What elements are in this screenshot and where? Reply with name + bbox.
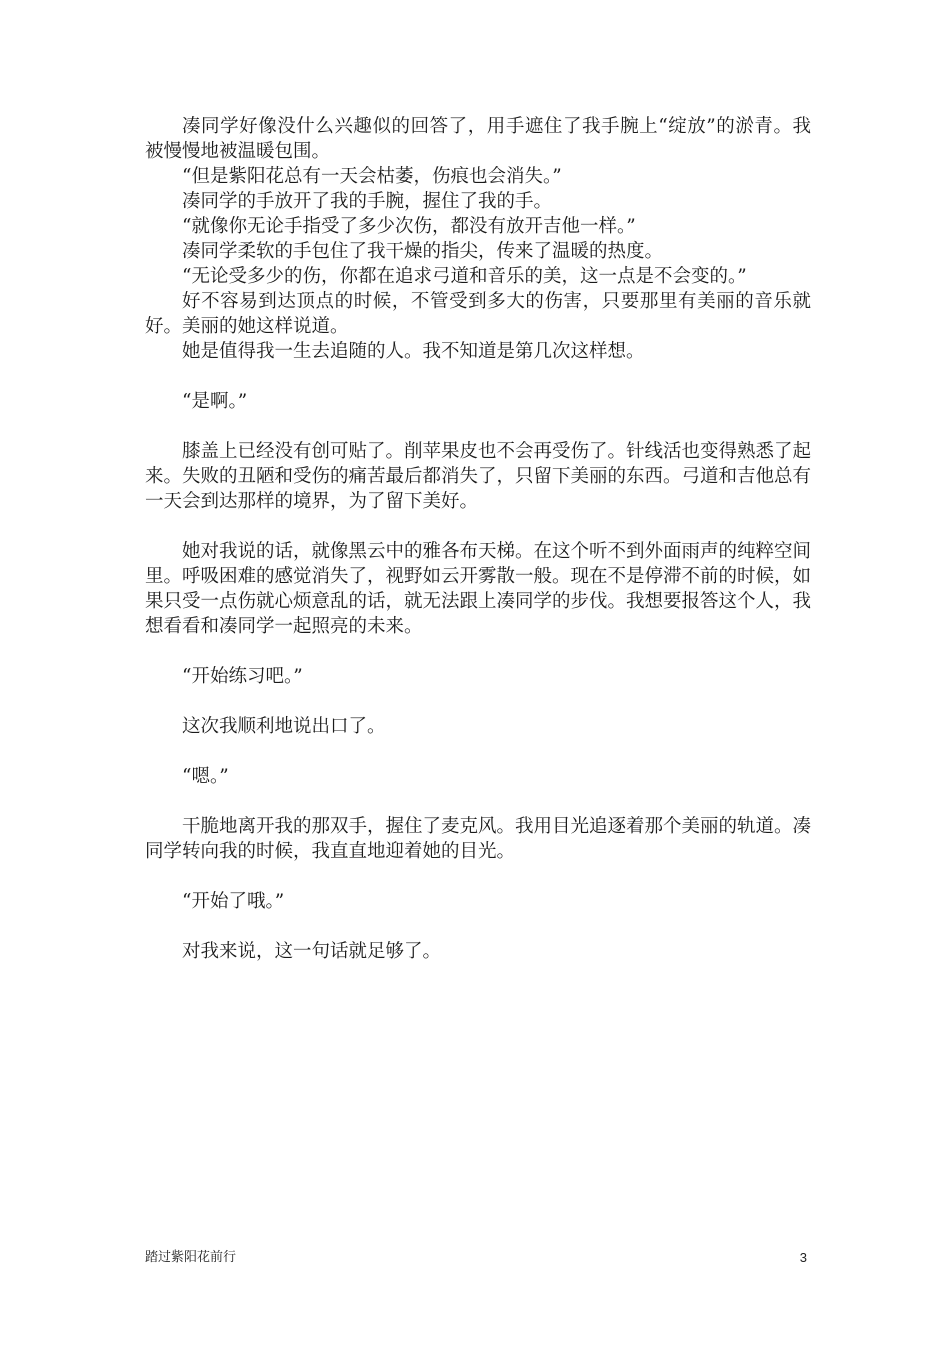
paragraph: 好不容易到达顶点的时候，不管受到多大的伤害，只要那里有美丽的音乐就好。美丽的她这样说道。 (145, 291, 811, 337)
paragraph: 对我来说，这一句话就足够了。 (182, 941, 442, 962)
paragraph: 凑同学柔软的手包住了我干燥的指尖，传来了温暖的热度。 (182, 241, 664, 262)
paragraph: 凑同学好像没什么兴趣似的回答了，用手遮住了我手腕上“绽放”的淤青。我被慢慢地被温暖包围。 (145, 116, 811, 162)
paragraph: “但是紫阳花总有一天会枯萎，伤痕也会消失。” (182, 166, 562, 187)
paragraph: “就像你无论手指受了多少次伤，都没有放开吉他一样。” (182, 216, 636, 237)
page-number: 3 (799, 1250, 807, 1265)
dialogue-line: “嗯。” (182, 766, 229, 787)
paragraph: 她是值得我一生去追随的人。我不知道是第几次这样想。 (182, 341, 645, 362)
paragraph: 这次我顺利地说出口了。 (182, 716, 386, 737)
paragraph: 干脆地离开我的那双手，握住了麦克风。我用目光追逐着那个美丽的轨道。凑同学转向我的时候，我直直地迎着她的目光。 (145, 816, 812, 862)
footer-title: 踏过紫阳花前行 (145, 1250, 237, 1265)
paragraph: 她对我说的话，就像黑云中的雅各布天梯。在这个听不到外面雨声的纯粹空间里。呼吸困难的感觉消失了，视野如云开雾散一般。现在不是停滞不前的时候，如果只受一点伤就心烦意乱的话，就无法跟上凑同学的步伐。我想要报答这个人，我想看看和凑同学一起照亮的未来。 (145, 541, 812, 637)
dialogue-line: “开始练习吧。” (182, 666, 303, 687)
dialogue-line: “开始了哦。” (182, 891, 285, 912)
paragraph: 凑同学的手放开了我的手腕，握住了我的手。 (182, 191, 553, 212)
dialogue-line: “是啊。” (182, 391, 248, 412)
paragraph: “无论受多少的伤，你都在追求弓道和音乐的美，这一点是不会变的。” (182, 266, 747, 287)
paragraph: 膝盖上已经没有创可贴了。削苹果皮也不会再受伤了。针线活也变得熟悉了起来。失败的丑陋和受伤的痛苦最后都消失了，只留下美丽的东西。弓道和吉他总有一天会到达那样的境界，为了留下美好。 (145, 441, 812, 512)
body-text (145, 114, 811, 964)
